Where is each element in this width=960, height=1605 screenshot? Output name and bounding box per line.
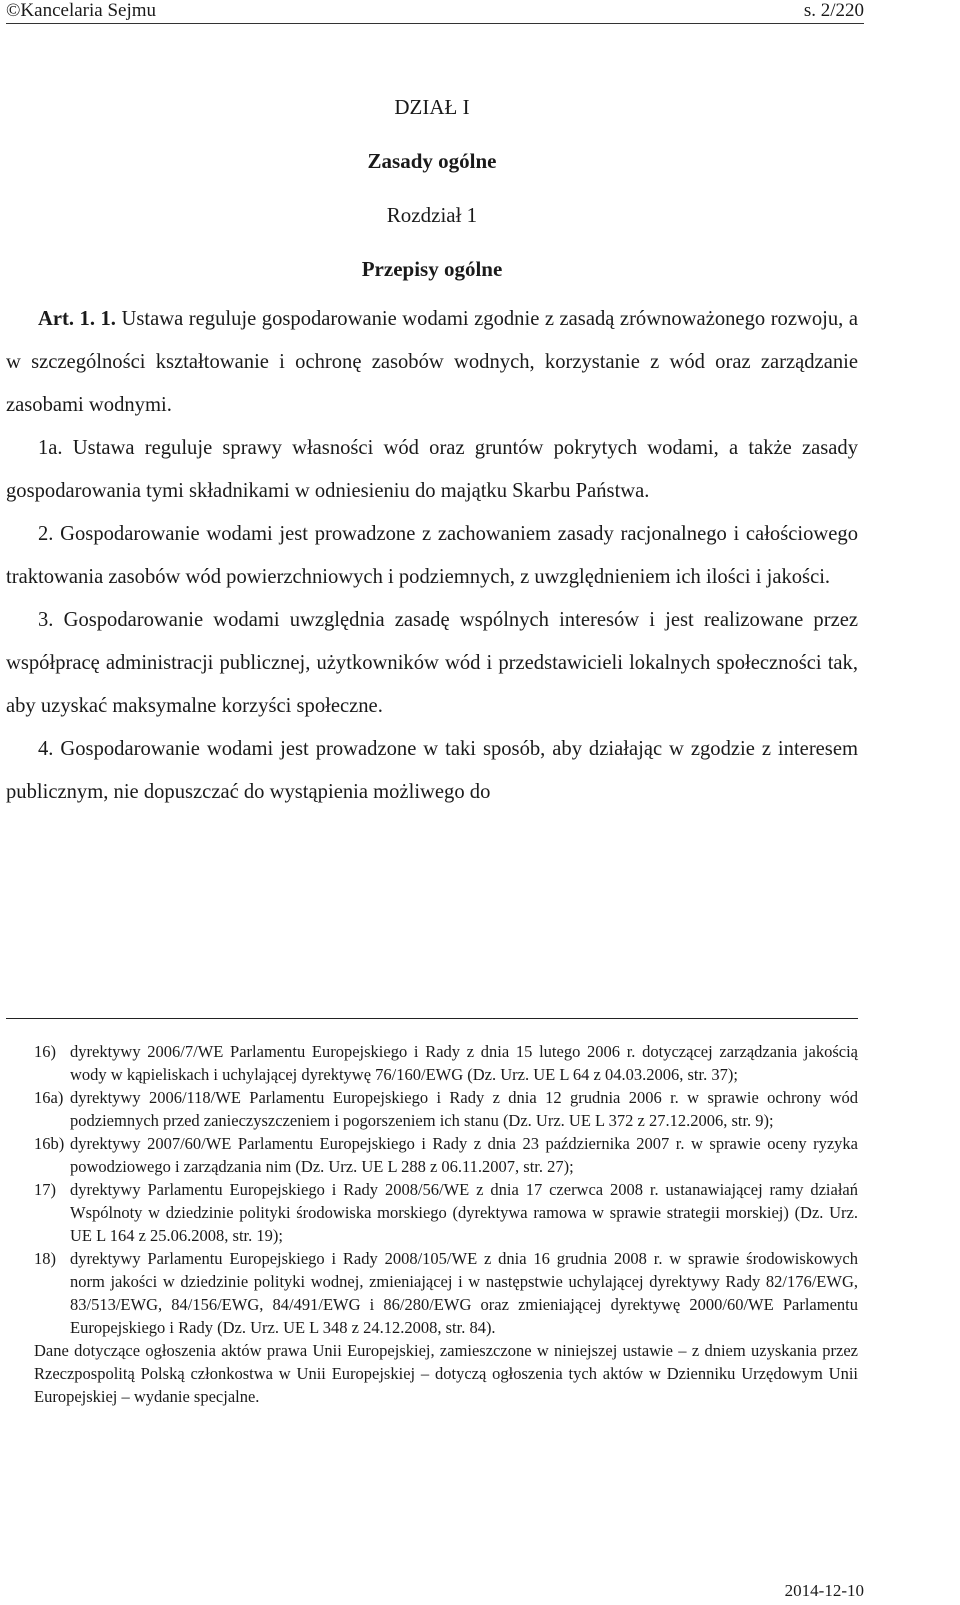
- footnote-item: [6, 1040, 858, 1086]
- art-1-paragraph-4: 4. Gospodarowanie wodami jest prowadzone w taki sposób, aby działając w zgodzie z interesem publicznym, nie dopuszczać do wystąpienia możliwego do: [6, 738, 858, 803]
- footnote-text: dyrektywy Parlamentu Europejskiego i Rady 2008/105/WE z dnia 16 grudnia 2008 r. w sprawie środowiskowych norm jakości w dziedzinie polityki wodnej, zmieniającej i w następstwie uchylającej dyrektywy Rady 82/176/EWG, 83/513/EWG, 84/156/EWG, 84/491/EWG i 86/280/EWG oraz zmieniającej dyrektywę 2000/60/WE Parlamentu Europejskiego i Rady (Dz. Urz. UE L 348 z 24.12.2008, str. 84).: [70, 1249, 858, 1337]
- footnote-item: [6, 1086, 858, 1132]
- footnote-text: dyrektywy 2007/60/WE Parlamentu Europejskiego i Rady z dnia 23 października 2007 r. w sprawie oceny ryzyka powodziowego i zarządzania nim (Dz. Urz. UE L 288 z 06.11.2007, str. 27);: [70, 1134, 858, 1176]
- footnote-number: 18): [34, 1249, 56, 1268]
- footnote-text: dyrektywy Parlamentu Europejskiego i Rady 2008/56/WE z dnia 17 czerwca 2008 r. ustanawiającej ramy działań Wspólnoty w dziedzinie polityki środowiska morskiego (dyrektywa ramowa w sprawie strategii morskiej) (Dz. Urz. UE L 164 z 25.06.2008, str. 19);: [70, 1180, 858, 1245]
- rozdzial-title: Przepisy ogólne: [361, 257, 503, 281]
- footnote-number: 16): [34, 1042, 56, 1061]
- footnote-rule: [6, 1018, 858, 1019]
- footnote-text: dyrektywy 2006/118/WE Parlamentu Europejskiego i Rady z dnia 12 grudnia 2006 r. w sprawie ochrony wód podziemnych przed zanieczyszczeniem i pogorszeniem ich stanu (Dz. Urz. UE L 372 z 27.12.2006, str. 9);: [70, 1088, 858, 1130]
- footnote-item: [6, 1247, 858, 1339]
- dzial-title: Zasady ogólne: [367, 149, 497, 173]
- art-1-paragraph-1: [6, 298, 858, 427]
- eu-note: Dane dotyczące ogłoszenia aktów prawa Unii Europejskiej, zamieszczone w niniejszej ustawie – z dniem uzyskania przez Rzeczpospolitą Polską członkostwa w Unii Europejskiej – dotyczą ogłoszenia tych aktów w Dzienniku Urzędowym Unii Europejskiej – wydanie specjalne.: [34, 1341, 858, 1406]
- main-text: [6, 80, 858, 814]
- art-1-paragraph-2: 2. Gospodarowanie wodami jest prowadzone z zachowaniem zasady racjonalnego i całościowego traktowania zasobów wód powierzchniowych i podziemnych, z uwzględnieniem ich ilości i jakości.: [6, 523, 858, 588]
- art-1-paragraph-3: 3. Gospodarowanie wodami uwzględnia zasadę wspólnych interesów i jest realizowane przez współpracę administracji publicznej, użytkowników wód i przedstawicieli lokalnych społeczności tak, aby uzyskać maksymalne korzyści społeczne.: [6, 609, 858, 717]
- dzial-heading: DZIAŁ I: [394, 95, 470, 119]
- rozdzial-heading: Rozdział 1: [386, 203, 478, 227]
- header-rule: [6, 23, 864, 24]
- footnote-number: 16a): [34, 1088, 64, 1107]
- footnote-item: [6, 1132, 858, 1178]
- footnote-text: dyrektywy 2006/7/WE Parlamentu Europejskiego i Rady z dnia 15 lutego 2006 r. dotyczącej zarządzania jakością wody w kąpieliskach i uchylającej dyrektywę 76/160/EWG (Dz. Urz. UE L 64 z 04.03.2006, str. 37);: [70, 1042, 858, 1084]
- art-1-paragraph-1a: 1a. Ustawa reguluje sprawy własności wód oraz gruntów pokrytych wodami, a także zasady gospodarowania tymi składnikami w odniesieniu do majątku Skarbu Państwa.: [6, 437, 858, 502]
- page-date: 2014-12-10: [784, 1581, 864, 1600]
- footnote-number: 16b): [34, 1134, 65, 1153]
- header-copyright: ©Kancelaria Sejmu: [6, 0, 157, 21]
- footnote-item: [6, 1178, 858, 1247]
- art-1-paragraph-1-text: Ustawa reguluje gospodarowanie wodami zgodnie z zasadą zrównoważonego rozwoju, a w szczególności kształtowanie i ochronę zasobów wodnych, korzystanie z wód oraz zarządzanie zasobami wodnymi.: [6, 308, 858, 416]
- art-label: Art. 1. 1.: [38, 308, 116, 330]
- footnotes: [6, 1040, 858, 1408]
- header-page-number: s. 2/220: [803, 0, 864, 21]
- footnote-number: 17): [34, 1180, 56, 1199]
